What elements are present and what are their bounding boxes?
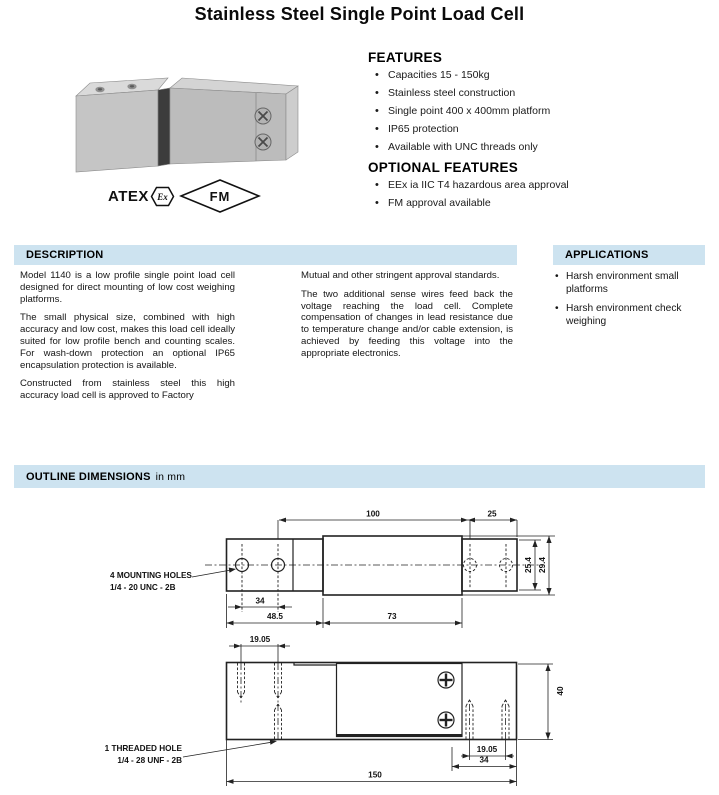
features-list xyxy=(368,70,708,154)
description-paragraph: Model 1140 is a low profile single point load cell designed for direct mounting of low cost weighing platforms. xyxy=(20,270,235,305)
dim-label: 34 xyxy=(255,596,265,606)
feature-item: • Single point 400 x 400mm platform xyxy=(368,106,708,118)
optional-features-heading: OPTIONAL FEATURES xyxy=(368,160,519,175)
svg-text:Ex: Ex xyxy=(157,191,168,202)
description-paragraph: The two additional sense wires feed back the voltage reaching the load cell. Complete compensation of changes in lead resistance due to temperature change and/or cable extension, is achieved by feeding this voltage into the appropriate electronics. xyxy=(301,288,513,359)
atex-ex-hexagon-icon xyxy=(150,186,175,207)
outline-dimensions-bar xyxy=(14,465,705,488)
application-item: • Harsh environment check weighing xyxy=(553,303,705,328)
dim-label: 73 xyxy=(387,612,397,621)
feature-item: • Stainless steel construction xyxy=(368,88,708,100)
feature-item: • IP65 protection xyxy=(368,124,708,136)
description-heading: DESCRIPTION xyxy=(26,249,104,261)
optional-feature-item: • EEx ia IIC T4 hazardous area approval xyxy=(368,180,708,192)
description-column-1 xyxy=(20,270,235,409)
dim-label: 29.4 xyxy=(538,557,547,573)
dim-label: 19.05 xyxy=(476,745,498,754)
description-column-2 xyxy=(301,270,513,367)
screw xyxy=(438,712,454,728)
dim-label: 25 xyxy=(487,509,497,519)
threaded-hole-note: 1/4 - 28 UNF - 2B xyxy=(117,756,182,765)
mounting-holes-note: 1/4 - 20 UNC - 2B xyxy=(110,583,176,592)
hidden-thread xyxy=(502,699,509,739)
side-view xyxy=(105,635,565,786)
product-photo xyxy=(70,64,304,174)
applications-list xyxy=(553,271,705,335)
outline-heading: OUTLINE DIMENSIONS xyxy=(26,470,151,483)
description-paragraph: The small physical size, combined with high accuracy and low cost, makes this load cell ideally suited for low profile bench and counting scales. For wash-down protection an optional IP65 encapsulation protection is available. xyxy=(20,312,235,371)
photo-left-front-face xyxy=(76,90,158,172)
feature-item: • Capacities 15 - 150kg xyxy=(368,70,708,82)
dim-label: 48.5 xyxy=(267,612,283,621)
atex-logo: ATEX xyxy=(108,187,149,205)
photo-body-end-face xyxy=(286,86,298,160)
dim-label: 34 xyxy=(479,755,489,765)
optional-features-list xyxy=(368,180,708,210)
dim-label: 40 xyxy=(556,686,565,696)
hidden-thread xyxy=(466,699,473,739)
threaded-hole-note: 1 THREADED HOLE xyxy=(104,744,182,753)
hidden-thread xyxy=(238,663,245,703)
dim-label: 100 xyxy=(366,509,380,519)
feature-item: • Available with UNC threads only xyxy=(368,142,708,154)
description-section-bar xyxy=(14,245,517,265)
application-item: • Harsh environment small platforms xyxy=(553,271,705,296)
optional-feature-item: • FM approval available xyxy=(368,198,708,210)
dim-label: 150 xyxy=(368,770,382,780)
fm-diamond-icon xyxy=(179,178,261,214)
outline-unit-note: in mm xyxy=(155,470,186,483)
applications-heading: APPLICATIONS xyxy=(565,249,649,261)
mounting-holes-note: 4 MOUNTING HOLES xyxy=(110,571,192,580)
applications-section-bar xyxy=(553,245,705,265)
screw xyxy=(438,672,454,688)
threaded-hole xyxy=(275,702,282,739)
outline-dimensions-drawing xyxy=(85,500,719,795)
dim-label: 19.05 xyxy=(249,635,271,644)
page-title: Stainless Steel Single Point Load Cell xyxy=(194,4,525,24)
svg-text:FM: FM xyxy=(209,189,231,204)
description-paragraph: Mutual and other stringent approval standards. xyxy=(301,270,500,281)
photo-gap xyxy=(158,88,170,166)
hidden-thread xyxy=(275,663,282,703)
description-paragraph: Constructed from stainless steel this high accuracy load cell is approved to Factory xyxy=(20,378,235,402)
photo-body-front-face xyxy=(170,88,286,164)
top-view xyxy=(110,510,555,629)
dim-label: 25.4 xyxy=(524,557,533,573)
features-heading: FEATURES xyxy=(368,50,443,65)
features-section xyxy=(368,50,708,216)
cert-logos xyxy=(108,178,261,214)
